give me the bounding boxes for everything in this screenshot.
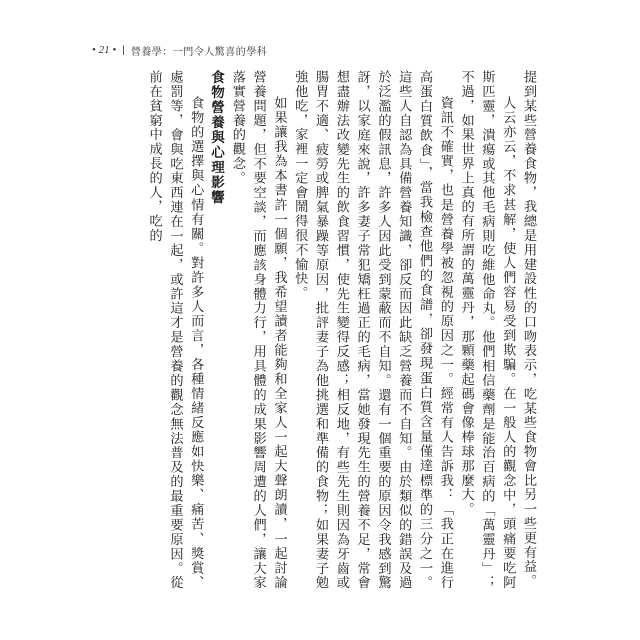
paragraph-5: 食物的選擇與心情有關。對許多人而言，各種情緒反應如快樂、痛苦、獎賞、處罰等，會與吃東西連在一起，或許這才是營養的觀念無法普及的最重要原因。從前在貧窮中成長的人，吃的 <box>146 70 204 590</box>
header-separator: | <box>122 44 125 56</box>
paragraph-4: 如果讓我為本書許一個願，我希望讀者能夠和全家人一起大聲朗讀，一起討論營養問題，但不要空談，而應該身體力行，用具體的成果影響周遭的人們，讓大家落實營養的觀念。 <box>229 70 287 590</box>
chapter-title: 營養學：一門令人驚喜的學科 <box>130 46 268 58</box>
running-header <box>92 42 267 58</box>
vertical-body-text <box>118 70 538 590</box>
paragraph-1: 提到某些營養食物，我總是用建設性的口吻表示，吃某些食物會比另一些更有益。 <box>521 70 536 589</box>
section-heading: 食物營養與心理影響 <box>208 70 225 205</box>
paragraph-2: 人云亦云，不求甚解，使人們容易受到欺騙。在一般人的觀念中，頭痛要吃阿斯匹靈，潰瘍或其他毛病則吃維他命丸。他們相信藥劑是能治百病的「萬靈丹」；不過，如果世界上真的有所謂的萬靈丹，那顆藥起碼會像棒球那麼大。 <box>458 70 516 590</box>
page-number: • 21 • <box>92 44 117 56</box>
paragraph-3: 資訊不確實，也是營養學被忽視的原因之一。經常有人告訴我：「我正在進行高蛋白質飲食」，當我檢查他們的食譜，卻發現蛋白質含量僅達標準的三分之一。這些人自認為具備營養知識，卻反而因此缺乏營養而不自知。由於類似的錯誤及過於泛濫的假訊息，許多人因此受到蒙蔽而不自知。還有一個重要的原因令我感到驚訝，以家庭來說，許多妻子常犯矯枉過正的毛病，當她發現先生的營養不足，常會想盡辦法改變先生的飲食習慣，使先生變得反感；相反地，有些先生則因為牙齒或腸胃不適、疲勞或脾氣暴躁等原因，批評妻子為他挑選和準備的食物；如果妻子勉強他吃，家裡一定會鬧得很不愉快。 <box>292 70 453 590</box>
